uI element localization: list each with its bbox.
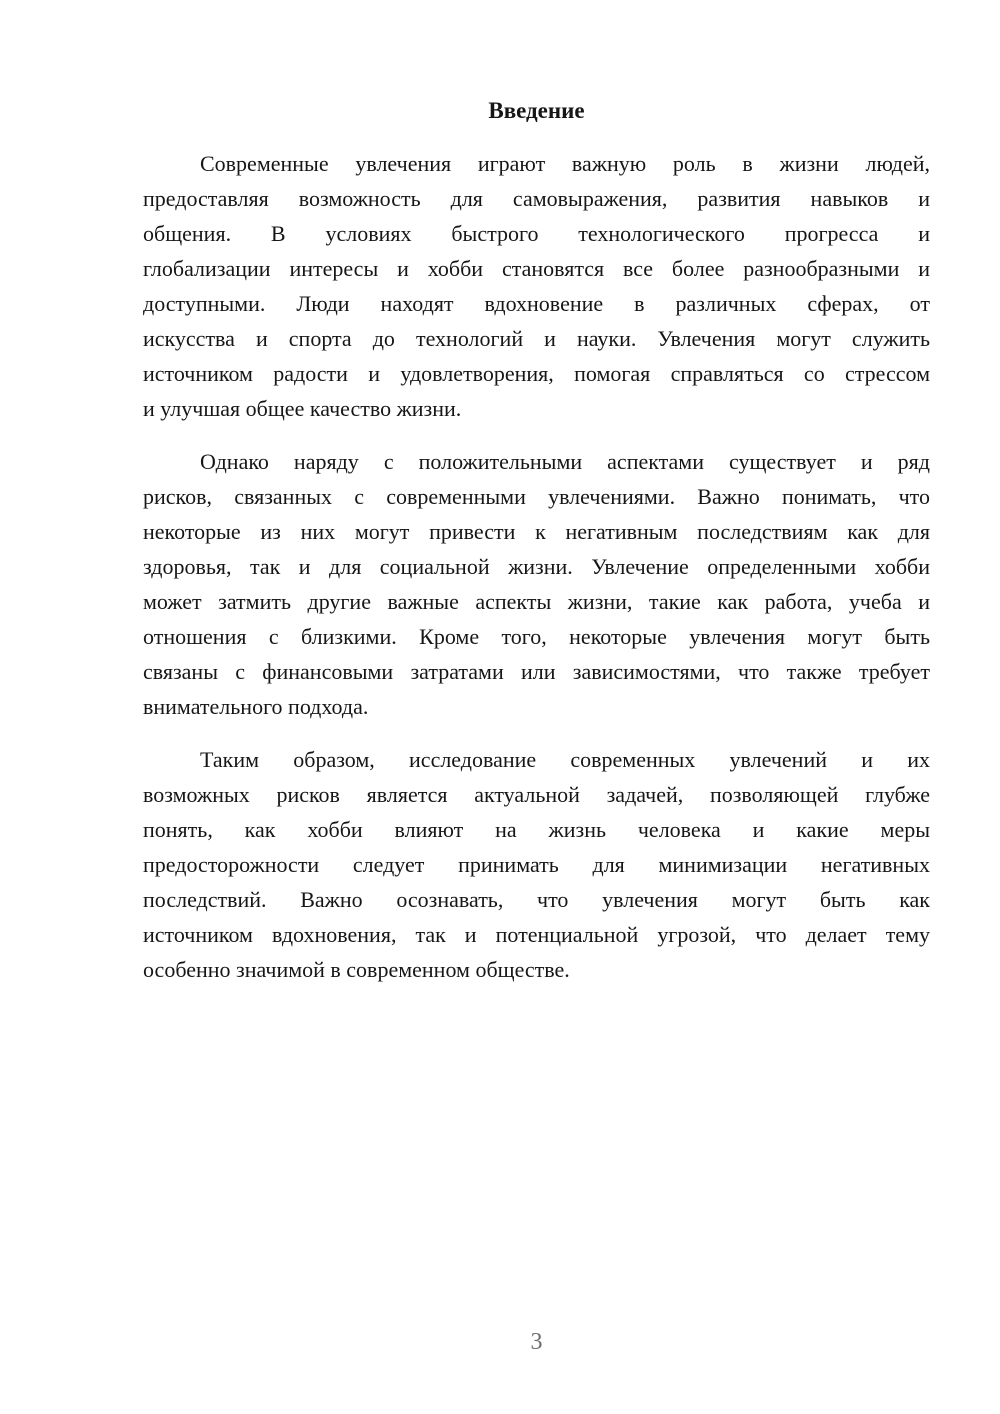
document-body [143, 93, 930, 1005]
text-line: связаны с финансовыми затратами или зависимостями, что также требует [143, 659, 930, 684]
text-line: некоторые из них могут привести к негативным последствиям как для [143, 519, 930, 544]
text-line: рисков, связанных с современными увлечениями. Важно понимать, что [143, 484, 930, 509]
text-line: возможных рисков является актуальной задачей, позволяющей глубже [143, 782, 930, 807]
text-line: Однако наряду с положительными аспектами существует и ряд [200, 449, 930, 474]
text-line: и улучшая общее качество жизни. [143, 396, 462, 421]
text-line: глобализации интересы и хобби становятся все более разнообразными и [143, 256, 930, 281]
text-line: предоставляя возможность для самовыражения, развития навыков и [143, 186, 930, 211]
text-line: искусства и спорта до технологий и науки. Увлечения могут служить [143, 326, 930, 351]
paragraph [143, 146, 930, 426]
text-line: особенно значимой в современном обществе. [143, 957, 570, 982]
text-line: Таким образом, исследование современных увлечений и их [200, 747, 930, 772]
text-line: может затмить другие важные аспекты жизни, такие как работа, учеба и [143, 589, 930, 614]
text-line: Современные увлечения играют важную роль в жизни людей, [200, 151, 930, 176]
paragraph [143, 742, 930, 987]
text-line: последствий. Важно осознавать, что увлечения могут быть как [143, 887, 930, 912]
section-title: Введение [488, 98, 585, 123]
text-line: источником радости и удовлетворения, помогая справляться со стрессом [143, 361, 930, 386]
text-line: внимательного подхода. [143, 694, 369, 719]
text-line: отношения с близкими. Кроме того, некоторые увлечения могут быть [143, 624, 930, 649]
page-number: 3 [530, 1329, 543, 1355]
paragraph [143, 444, 930, 724]
text-line: здоровья, так и для социальной жизни. Увлечение определенными хобби [143, 554, 930, 579]
text-line: предосторожности следует принимать для минимизации негативных [143, 852, 930, 877]
text-line: доступными. Люди находят вдохновение в различных сферах, от [143, 291, 930, 316]
text-line: общения. В условиях быстрого технологического прогресса и [143, 221, 930, 246]
text-line: понять, как хобби влияют на жизнь человека и какие меры [143, 817, 930, 842]
text-line: источником вдохновения, так и потенциальной угрозой, что делает тему [143, 922, 930, 947]
